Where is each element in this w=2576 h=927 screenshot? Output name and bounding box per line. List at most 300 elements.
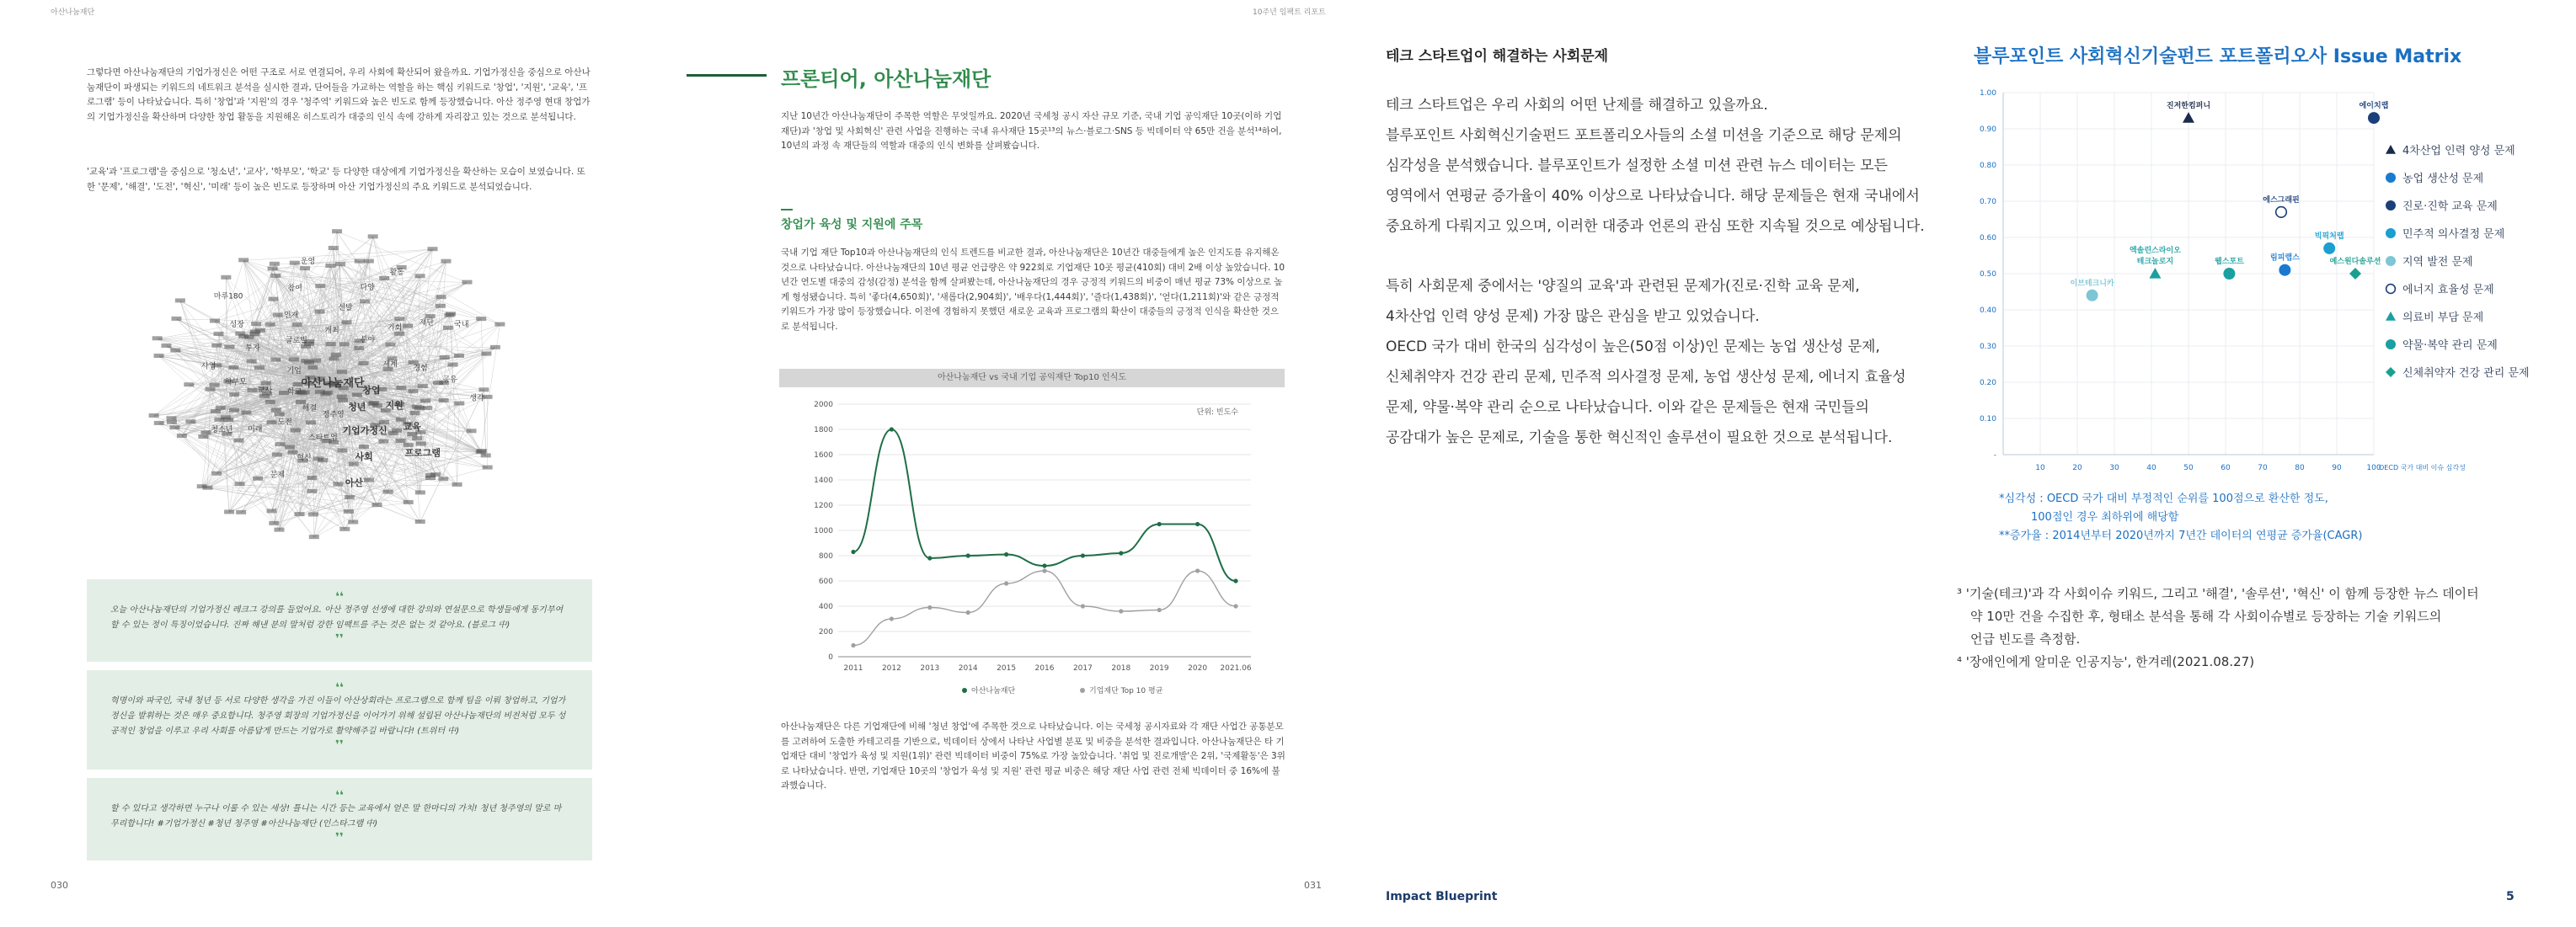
legend-marker xyxy=(2386,367,2396,377)
note-line: 100점인 경우 최하위에 해당함 xyxy=(2031,511,2179,524)
network-keyword: 사업 xyxy=(201,362,216,371)
network-minor-node xyxy=(415,519,425,524)
footnote-line: ⁴ '장애인에게 알미운 인공지능', 한겨레(2021.08.27) xyxy=(1957,654,2255,669)
y-tick-label: 1400 xyxy=(814,477,833,485)
x-tick-label: 2021.06 xyxy=(1220,664,1252,673)
matrix-x-tick: 100 xyxy=(2366,464,2381,472)
quote-close-icon: ❜❜ xyxy=(335,831,344,844)
network-minor-node xyxy=(290,261,300,265)
network-minor-node xyxy=(338,448,348,452)
network-keyword: 청년 xyxy=(348,402,366,413)
series-point xyxy=(1195,568,1200,573)
series-point xyxy=(1233,578,1237,583)
trend-line-chart xyxy=(779,369,1285,706)
note-line: *심각성 : OECD 국가 대비 부정적인 순위를 100점으로 환산한 정도, xyxy=(1999,493,2328,505)
network-minor-node xyxy=(368,234,378,238)
series-point xyxy=(851,550,855,554)
body-line: 공감대가 높은 문제로, 기술을 통한 혁신적인 솔루션이 필요한 것으로 분석됩니다. xyxy=(1386,429,1893,446)
network-keyword: 혁신 xyxy=(297,454,312,463)
matrix-x-tick: 10 xyxy=(2035,464,2045,472)
network-minor-node xyxy=(415,490,425,494)
chart-unit-label: 단위: 빈도수 xyxy=(1196,408,1238,417)
network-minor-node xyxy=(247,360,257,364)
network-minor-node xyxy=(387,356,398,360)
network-minor-node xyxy=(306,420,316,424)
network-minor-node xyxy=(272,453,282,457)
network-minor-node xyxy=(152,336,163,340)
legend-marker xyxy=(2386,339,2396,349)
network-minor-node xyxy=(332,229,342,233)
network-keyword: 기업가정신 xyxy=(342,425,387,437)
network-minor-node xyxy=(161,344,171,348)
running-header: 아산나눔재단 xyxy=(51,8,95,17)
footnote-line: ³ '기술(테크)'과 각 사회이슈 키워드, 그리고 '해결', '솔루션', '혁신' 이 함께 등장한 뉴스 데이터 xyxy=(1957,586,2479,601)
network-minor-node xyxy=(425,473,436,477)
series-point xyxy=(1081,553,1085,557)
network-keyword: 창업 xyxy=(362,384,381,396)
y-tick-label: 400 xyxy=(818,603,833,611)
legend-label: 지역 발전 문제 xyxy=(2402,256,2473,269)
network-minor-node xyxy=(452,482,462,487)
y-tick-label: 2000 xyxy=(814,401,833,409)
quote-close-icon: ❜❜ xyxy=(335,738,344,752)
network-keyword: 성장 xyxy=(229,321,244,330)
legend-label: 의료비 부담 문제 xyxy=(2402,312,2484,324)
quote-card-twitter xyxy=(87,670,592,770)
series-point xyxy=(890,616,894,621)
section-title: 프론티어, 아산나눔재단 xyxy=(781,67,991,91)
legend-marker xyxy=(2386,200,2396,210)
network-keyword: 해결 xyxy=(302,404,318,413)
network-minor-node xyxy=(154,354,164,358)
network-minor-node xyxy=(209,383,219,387)
network-minor-node xyxy=(154,421,164,425)
body-line: 문제, 약물·복약 관리 순으로 나타났습니다. 이와 같은 문제들은 현재 국민들의 xyxy=(1386,399,1869,416)
network-minor-node xyxy=(379,420,389,424)
network-minor-node xyxy=(291,428,301,432)
series-point xyxy=(851,643,855,647)
network-minor-node xyxy=(418,384,428,388)
body-line: OECD 국가 대비 한국의 심각성이 높은(50점 이상)인 문제는 농업 생산성 문제, xyxy=(1386,338,1880,355)
matrix-point-label: 엑솔린스라이오 xyxy=(2129,247,2181,256)
issue-matrix-scatter xyxy=(1969,84,2568,480)
matrix-x-tick: 50 xyxy=(2183,464,2194,472)
network-keyword: 학부모 xyxy=(224,378,247,387)
network-keyword: 세계 xyxy=(382,360,398,370)
network-keyword: 운영 xyxy=(300,258,316,267)
legend-marker xyxy=(2386,312,2396,321)
network-minor-node xyxy=(184,382,194,386)
network-minor-node xyxy=(436,295,446,299)
title-rule xyxy=(687,74,767,77)
body-line: 영역에서 연평균 증가율이 40% 이상으로 나타났습니다. 해당 문제들은 현재 국내에서 xyxy=(1386,188,1920,205)
matrix-point-label: 에스그래핀 xyxy=(2263,195,2300,205)
matrix-x-tick: 70 xyxy=(2258,464,2268,472)
network-minor-node xyxy=(265,322,275,327)
legend-marker xyxy=(2386,256,2396,266)
network-minor-node xyxy=(476,317,486,321)
series-point xyxy=(1233,604,1237,608)
network-minor-node xyxy=(171,317,181,321)
network-minor-node xyxy=(223,418,233,422)
network-minor-node xyxy=(211,409,221,413)
body-line: 심각성을 분석했습니다. 블루포인트가 설정한 소셜 미션 관련 뉴스 데이터는 모든 xyxy=(1386,157,1888,174)
network-minor-node xyxy=(234,438,244,442)
network-minor-node xyxy=(412,436,422,440)
network-minor-node xyxy=(404,500,414,504)
x-tick-label: 2018 xyxy=(1111,664,1131,673)
body-line: 신체취약자 건강 관리 문제, 민주적 의사결정 문제, 농업 생산성 문제, 에너지 효율성 xyxy=(1386,369,1906,386)
network-minor-node xyxy=(292,322,302,327)
network-minor-node xyxy=(333,482,343,486)
legend-label: 아산나눔재단 xyxy=(971,687,1016,695)
x-tick-label: 2013 xyxy=(920,664,940,673)
network-minor-node xyxy=(177,434,187,438)
network-minor-node xyxy=(358,361,368,365)
network-minor-node xyxy=(415,274,425,278)
network-minor-node xyxy=(420,399,430,403)
y-tick-label: 600 xyxy=(818,578,833,586)
legend-marker xyxy=(1080,688,1085,693)
network-minor-node xyxy=(313,456,323,461)
page-number: 5 xyxy=(2506,890,2515,903)
x-tick-label: 2011 xyxy=(843,664,863,673)
matrix-point xyxy=(2183,112,2194,123)
network-minor-node xyxy=(296,400,306,404)
network-minor-node xyxy=(369,401,379,405)
series-point xyxy=(1004,581,1008,585)
network-minor-node xyxy=(339,527,350,531)
network-minor-node xyxy=(335,262,345,266)
network-minor-node xyxy=(359,445,369,449)
network-minor-node xyxy=(326,342,336,346)
series-point xyxy=(1119,551,1123,555)
network-minor-node xyxy=(454,402,464,406)
network-keyword: 공유 xyxy=(442,376,457,385)
network-minor-node xyxy=(295,512,305,516)
legend-marker xyxy=(962,688,967,693)
x-tick-label: 2016 xyxy=(1034,664,1055,673)
network-minor-node xyxy=(149,413,159,418)
series-line xyxy=(853,571,1236,646)
network-minor-node xyxy=(396,386,406,390)
network-minor-node xyxy=(229,365,239,370)
legend-label: 진로·진학 교육 문제 xyxy=(2402,200,2498,213)
network-minor-node xyxy=(167,420,177,424)
network-keyword: 정주영 xyxy=(322,410,345,419)
matrix-point-label: 림피랩스 xyxy=(2270,253,2300,263)
network-minor-node xyxy=(378,440,388,444)
network-minor-node xyxy=(170,348,180,352)
matrix-y-tick: 0.40 xyxy=(1979,306,1996,315)
network-minor-node xyxy=(309,535,319,539)
network-minor-node xyxy=(210,319,220,323)
legend-label: 민주적 의사결정 문제 xyxy=(2402,228,2505,241)
network-minor-node xyxy=(253,477,263,481)
network-minor-node xyxy=(494,322,505,327)
page-number: 030 xyxy=(51,880,68,891)
x-tick-label: 2020 xyxy=(1188,664,1208,673)
body-line: 블루포인트 사회혁신기술펀드 포트폴리오사들의 소셜 미션을 기준으로 해당 문제의 xyxy=(1386,127,1902,144)
network-minor-node xyxy=(403,323,413,328)
matrix-x-tick: 40 xyxy=(2146,464,2156,472)
network-minor-node xyxy=(235,332,245,336)
note-line: **증가율 : 2014년부터 2020년까지 7년간 데이터의 연평균 증가율(CAGR) xyxy=(1999,530,2363,542)
network-minor-node xyxy=(385,343,395,347)
network-minor-node xyxy=(211,344,222,348)
matrix-point xyxy=(2223,268,2235,280)
network-keyword: 다양 xyxy=(360,284,375,293)
network-minor-node xyxy=(265,400,275,404)
network-minor-node xyxy=(425,314,436,318)
network-minor-node xyxy=(396,439,406,443)
network-minor-node xyxy=(329,356,339,360)
network-minor-node xyxy=(339,342,350,346)
report-page-030 xyxy=(0,0,644,927)
network-minor-node xyxy=(439,398,449,402)
matrix-point xyxy=(2276,207,2287,218)
legend-label: 농업 생산성 문제 xyxy=(2402,173,2484,185)
body-block-2 xyxy=(1386,271,1975,453)
quote-close-icon: ❜❜ xyxy=(335,632,344,646)
section-title: 테크 스타트업이 해결하는 사회문제 xyxy=(1386,48,1609,65)
network-minor-node xyxy=(255,328,265,333)
subsection-title: 창업가 육성 및 지원에 주목 xyxy=(781,218,923,232)
quote-text: 할 수 있다고 생각하면 누구나 이룰 수 있는 세상! 틀니는 시간 등는 교육에서 얻은 말 한마디의 가치! 청년 청주영의 말로 마무리합니다! #기업가정신 #청년 청주영 #아산나눔재단 (인스타그램 中) xyxy=(110,804,562,828)
series-point xyxy=(1157,522,1162,526)
legend-marker xyxy=(2386,145,2396,154)
network-minor-node xyxy=(267,509,277,513)
network-minor-node xyxy=(248,388,258,392)
network-minor-node xyxy=(301,359,311,363)
network-minor-node xyxy=(300,266,310,270)
network-center-keyword: 아산나눔재단 xyxy=(301,377,365,390)
network-minor-node xyxy=(273,312,283,317)
line-chart-canvas xyxy=(779,387,1285,706)
matrix-point-label: 웹스포트 xyxy=(2215,258,2244,266)
matrix-point-label: 이브테크니카 xyxy=(2070,279,2114,288)
y-tick-label: 1000 xyxy=(814,527,833,535)
intro-paragraph: 그렇다면 아산나눔재단의 기업가정신은 어떤 구조로 서로 연결되어, 우리 사회에 확산되어 왔을까요. 기업가정신을 중심으로 아산나눔재단이 파생되는 키워드의 네트워크 분석을 실시한 결과, 단어들을 가교하는 역할을 하는 핵심 키워드로 '창업', '지원', '교육', '프로그램' 등이 나타났습니다. 특히 '창업'과 '지원'의 경우 '청주역' 키워드와 높은 빈도로 함께 등장했습니다. 아산 정주영 현대 창업가의 기업가정신을 확산하며 다양한 창업 활동을 지원해온 히스토리가 대중의 인식 속에 강하게 자리잡고 있는 것으로 분석됩니다. xyxy=(87,67,591,122)
network-minor-node xyxy=(349,462,359,466)
network-minor-node xyxy=(337,395,347,399)
y-tick-label: 1200 xyxy=(814,502,833,510)
network-keyword: 글로벌 xyxy=(285,336,307,345)
network-keyword: 청소년 xyxy=(211,425,233,434)
network-minor-node xyxy=(185,419,195,424)
network-keyword: 지원 xyxy=(385,400,404,412)
network-minor-node xyxy=(354,346,364,350)
y-tick-label: 200 xyxy=(818,628,833,637)
legend-label: 기업재단 Top 10 평균 xyxy=(1089,687,1163,695)
legend-label: 약물·복약 관리 문제 xyxy=(2402,339,2498,352)
network-keyword: 마루180 xyxy=(213,292,243,301)
closing-paragraph: 아산나눔재단은 다른 기업재단에 비해 '청년 창업'에 주목한 것으로 나타났습니다. 이는 국세청 공시자료와 각 재단 사업간 공통분모를 고려하여 도출한 카테고리를 기반으로, 빅데이터 상에서 나타난 사업별 분포 및 비중을 분석한 결과입니다. 아산나눔재단은 타 기업재단 대비 '창업가 육성 및 지원(1위)' 관련 빅데이터 비중이 75%로 가장 높았습니다. '취업 및 진로개발'은 2위, '국제활동'은 3위로 나타났습니다. 반면, 기업재단 10곳의 '창업가 육성 및 지원' 관련 평균 비중은 해당 재단 사업 관련 전체 빅데이터 중 16%에 불과했습니다. xyxy=(781,722,1285,791)
network-minor-node xyxy=(206,387,216,392)
matrix-y-tick: 0.60 xyxy=(1979,234,1996,242)
matrix-point-label: 에이치랩 xyxy=(2359,102,2389,111)
matrix-title: 블루포인트 사회혁신기술펀드 포트폴리오사 Issue Matrix xyxy=(1974,46,2462,67)
network-keyword: 경험 xyxy=(413,365,428,374)
matrix-point xyxy=(2368,112,2380,124)
matrix-x-tick: 20 xyxy=(2072,464,2082,472)
network-minor-node xyxy=(315,309,325,313)
network-minor-node xyxy=(213,332,223,336)
network-minor-node xyxy=(211,471,222,476)
network-minor-node xyxy=(271,408,281,412)
network-minor-node xyxy=(307,489,317,493)
network-minor-node xyxy=(216,406,226,410)
network-minor-node xyxy=(448,363,458,367)
network-minor-node xyxy=(383,490,393,494)
network-minor-node xyxy=(325,264,335,268)
network-minor-node xyxy=(416,442,426,446)
matrix-x-tick: 90 xyxy=(2332,464,2342,472)
network-minor-node xyxy=(274,528,284,532)
network-minor-node xyxy=(438,477,448,481)
matrix-y-tick: 0.10 xyxy=(1979,415,1996,424)
matrix-x-tick: 30 xyxy=(2109,464,2119,472)
network-keyword: 인재 xyxy=(284,312,299,321)
network-minor-node xyxy=(338,398,348,402)
network-minor-node xyxy=(477,449,487,453)
legend-label: 에너지 효율성 문제 xyxy=(2402,284,2494,296)
network-minor-node xyxy=(490,345,500,349)
quote-open-icon: ❛❛ xyxy=(335,789,344,802)
series-point xyxy=(966,610,970,615)
network-minor-node xyxy=(202,486,212,490)
network-minor-node xyxy=(269,521,279,525)
matrix-point-label: 빅픽처랩 xyxy=(2314,232,2344,241)
series-point xyxy=(1119,609,1123,613)
quote-open-icon: ❛❛ xyxy=(335,681,344,695)
series-point xyxy=(966,553,970,557)
network-keyword: 분야 xyxy=(360,335,376,344)
network-minor-node xyxy=(394,317,404,321)
network-keyword: 아산 xyxy=(345,477,363,489)
network-minor-node xyxy=(337,370,347,374)
network-minor-node xyxy=(481,453,491,457)
network-minor-node xyxy=(267,420,277,424)
network-minor-node xyxy=(329,246,339,250)
network-minor-node xyxy=(341,320,351,324)
x-tick-label: 2019 xyxy=(1149,664,1169,673)
body-line: 특히 사회문제 중에서는 '양질의 교육'과 관련된 문제가(진로·진학 교육 문제, xyxy=(1386,278,1860,295)
network-minor-node xyxy=(454,354,464,358)
matrix-y-tick: 1.00 xyxy=(1979,89,1996,98)
series-point xyxy=(927,556,932,560)
network-minor-node xyxy=(270,358,281,362)
network-minor-node xyxy=(428,247,438,251)
network-minor-node xyxy=(268,266,278,270)
network-minor-node xyxy=(462,280,473,285)
network-minor-node xyxy=(483,466,493,470)
network-keyword: 교육 xyxy=(403,421,421,433)
network-minor-node xyxy=(285,445,295,450)
network-minor-node xyxy=(344,509,354,514)
network-keyword: 사회 xyxy=(355,450,373,462)
network-minor-node xyxy=(307,476,318,480)
network-minor-node xyxy=(224,344,234,349)
network-minor-node xyxy=(221,275,231,280)
matrix-y-tick: 0.80 xyxy=(1979,162,1996,170)
network-keyword: 선발 xyxy=(338,303,353,312)
network-minor-node xyxy=(229,408,239,413)
series-point xyxy=(927,605,932,610)
network-keyword: 활동 xyxy=(389,268,404,277)
network-minor-node xyxy=(167,416,177,420)
quote-text: 혁명이와 파국인, 국내 청년 등 서로 다양한 생각을 가진 이들이 아산상회라는 프로그램으로 함께 팀을 이뤄 창업하고, 기업가정신을 발휘하는 것은 매우 중요합니다. 청주영 회장의 기업가정신을 이어가기 위해 설립된 아산나눔재단의 비전처럼 모두 성공적인 창업을 이루고 우리 사회를 아름답게 만드는 기업가로 활약해주길 바랍니다! (트위터 中) xyxy=(110,696,566,736)
y-tick-label: 0 xyxy=(828,653,833,662)
network-minor-node xyxy=(467,429,477,433)
network-keyword: 도전 xyxy=(277,418,292,427)
network-keyword: 교사 xyxy=(257,386,273,396)
footnotes xyxy=(1957,583,2479,674)
network-minor-node xyxy=(404,443,414,447)
network-minor-node xyxy=(275,442,286,446)
network-minor-node xyxy=(270,262,280,266)
network-minor-node xyxy=(307,365,318,370)
matrix-y-tick: - xyxy=(1993,451,1996,460)
series-point xyxy=(1042,568,1046,573)
body-line: 4차산업 인력 양성 문제) 가장 많은 관심을 받고 있었습니다. xyxy=(1386,308,1760,325)
network-minor-node xyxy=(236,510,246,514)
network-minor-node xyxy=(372,503,382,507)
network-keyword: 생각 xyxy=(469,394,484,403)
series-point xyxy=(1004,552,1008,557)
network-minor-node xyxy=(251,322,261,326)
network-minor-node xyxy=(364,478,374,482)
network-minor-node xyxy=(268,297,278,301)
series-point xyxy=(1157,608,1162,612)
body-line: 중요하게 다뤄지고 있으며, 이러한 대중과 언론의 관심 또한 지속될 것으로 예상됩니다. xyxy=(1386,218,1925,235)
network-minor-node xyxy=(409,411,420,415)
network-minor-node xyxy=(241,411,251,415)
matrix-point-label: 진저한컴퍼니 xyxy=(2166,102,2211,111)
network-keyword: 투자 xyxy=(245,344,260,354)
quote-text: 오늘 아산나눔재단의 기업가정신 레크그 강의를 들었어요. 아산 정주영 선생에 대한 강의와 연설문으로 학생들에게 동기부여할 수 있는 정이 특징이었습니다. 진짜 해낸 분의 말처럼 강한 임팩트를 주는 것은 없는 것 같아요. (블로그 中) xyxy=(110,605,564,630)
subsection-body: 국내 기업 재단 Top10과 아산나눔재단의 인식 트렌드를 비교한 결과, 아산나눔재단은 10년간 대중들에게 높은 인지도를 유지해온 것으로 나타났습니다. 아산나눔재단의 10년 평균 언급량은 약 922회로 기업재단 10곳 평균(410회) 대비 2배 이상 높았습니다. 10년간 연도별 대중의 감성(감정) 분석을 함께 살펴봤는데, 아산나눔재단의 경우 긍정적 키워드의 비중이 매년 평균 73% 이상으로 높게 형성됐습니다. 특히 '좋다(4,650회)', '새롭다(2,904회)', '배우다(1,444회)', '즐다(1,438회)', '얻다(1,211회)'와 같은 긍정적 키워드가 가장 많이 등장했습니다. 이전에 경험하지 못했던 새로운 교육과 프로그램의 확산이 대중들의 긍정적 인식을 확산한 것으로 분석됩니다. xyxy=(781,248,1285,332)
y-tick-label: 1600 xyxy=(814,451,833,460)
network-minor-node xyxy=(352,392,362,397)
network-minor-node xyxy=(229,392,239,397)
series-point xyxy=(1195,522,1200,526)
second-paragraph: '교육'과 '프로그램'을 중심으로 '청소년', '교사', '학부모', '학교' 등 다양한 대상에게 기업가정신을 확산하는 모습이 보였습니다. 또한 '문제', '해결', '도전', '혁신', '미래' 등이 높은 빈도로 등장하며 아산 기업가정신의 주요 키워드로 분석되었습니다. xyxy=(87,167,585,192)
network-minor-node xyxy=(254,365,265,370)
x-tick-label: 2017 xyxy=(1072,664,1093,673)
network-minor-node xyxy=(289,357,299,361)
network-keyword: 스타트업 xyxy=(307,434,338,443)
matrix-point xyxy=(2279,264,2290,276)
network-minor-node xyxy=(200,430,211,434)
network-minor-node xyxy=(446,312,456,316)
matrix-point-label: 예스원다솔루션 xyxy=(2329,258,2381,266)
network-minor-node xyxy=(441,259,451,264)
network-keyword: 기회 xyxy=(387,323,403,333)
network-keyword: 국내 xyxy=(454,320,469,329)
chart-title: 아산나눔재단 vs 국내 기업 공익재단 Top10 인식도 xyxy=(779,369,1285,387)
matrix-point xyxy=(2087,290,2098,301)
network-minor-node xyxy=(433,381,443,385)
x-tick-label: 2015 xyxy=(997,664,1017,673)
quote-open-icon: ❛❛ xyxy=(335,590,344,604)
network-keyword: 기업 xyxy=(286,367,302,376)
network-minor-node xyxy=(412,405,422,409)
matrix-y-tick: 0.70 xyxy=(1979,198,1996,206)
network-minor-node xyxy=(315,390,325,394)
network-keyword: 학교 xyxy=(286,387,302,397)
network-minor-node xyxy=(355,259,365,264)
